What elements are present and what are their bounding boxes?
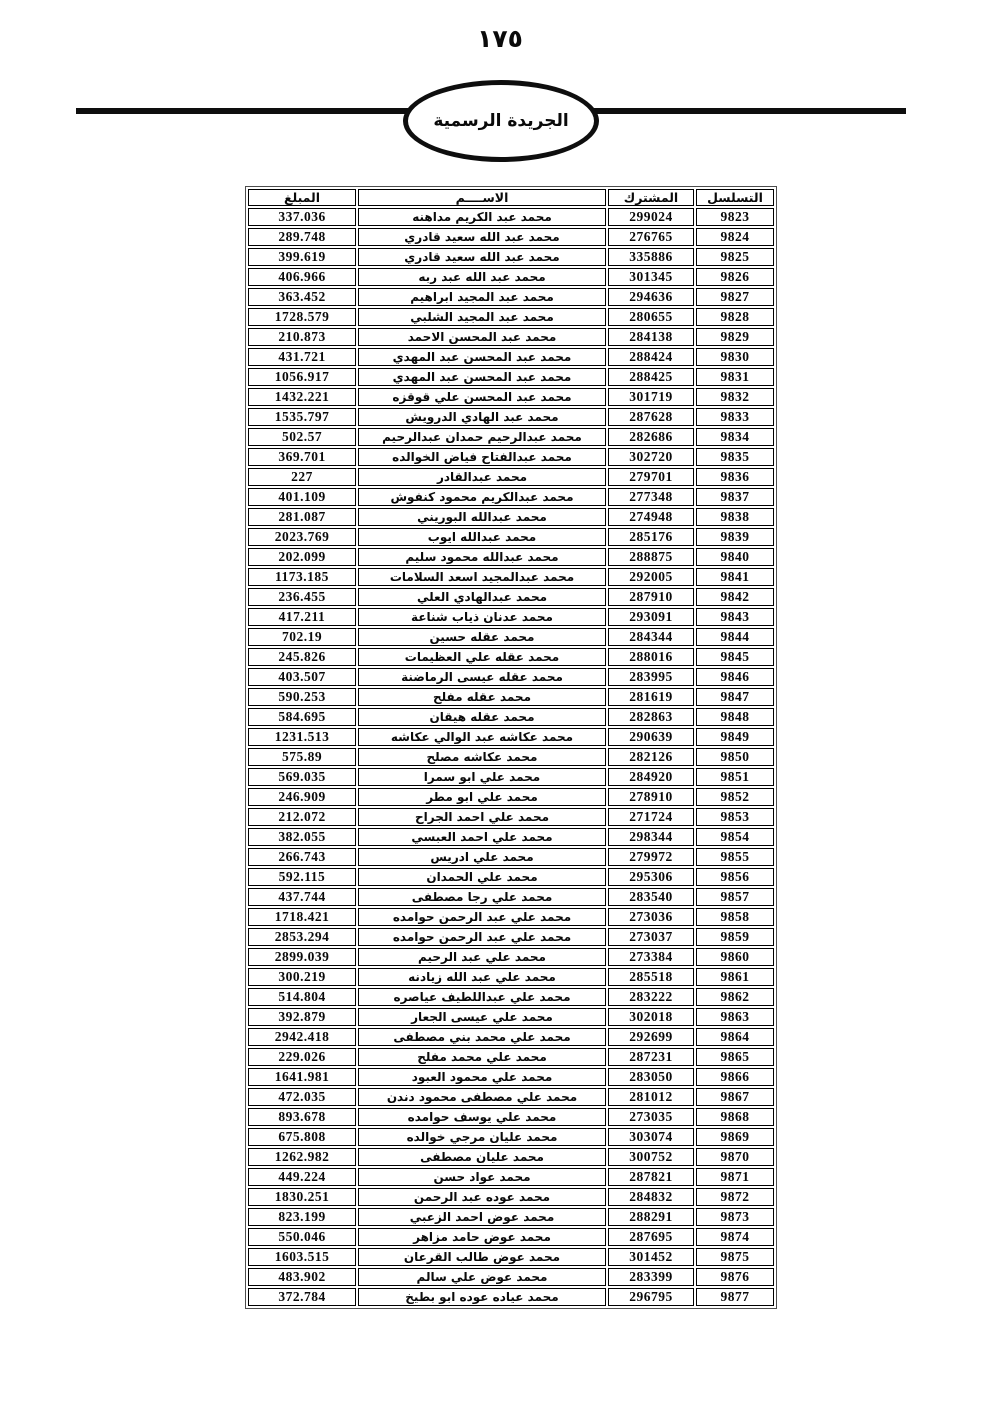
header-amount: المبلغ <box>248 189 356 206</box>
table-row <box>248 468 774 486</box>
subscriber-cell: 279701 <box>608 468 694 486</box>
name-cell: محمد عياده عوده ابو بطيخ <box>358 1288 606 1306</box>
serial-cell: 9866 <box>696 1068 774 1086</box>
amount-cell: 281.087 <box>248 508 356 526</box>
serial-cell: 9825 <box>696 248 774 266</box>
serial-cell: 9874 <box>696 1228 774 1246</box>
amount-cell: 246.909 <box>248 788 356 806</box>
serial-cell: 9826 <box>696 268 774 286</box>
table-row <box>248 968 774 986</box>
subscriber-cell: 287821 <box>608 1168 694 1186</box>
amount-cell: 592.115 <box>248 868 356 886</box>
name-cell: محمد عبد المحسن الاحمد <box>358 328 606 346</box>
amount-cell: 514.804 <box>248 988 356 1006</box>
name-cell: محمد عبد الله سعيد قادري <box>358 248 606 266</box>
table-row <box>248 1128 774 1146</box>
subscriber-cell: 288016 <box>608 648 694 666</box>
serial-cell: 9859 <box>696 928 774 946</box>
table-row <box>248 748 774 766</box>
table-row <box>248 1288 774 1306</box>
name-cell: محمد عبد المحسن عبد المهدي <box>358 348 606 366</box>
serial-cell: 9844 <box>696 628 774 646</box>
subscriber-cell: 281619 <box>608 688 694 706</box>
table-row <box>248 368 774 386</box>
header-subscriber: المشترك <box>608 189 694 206</box>
amount-cell: 449.224 <box>248 1168 356 1186</box>
table-row <box>248 948 774 966</box>
serial-cell: 9871 <box>696 1168 774 1186</box>
subscriber-cell: 295306 <box>608 868 694 886</box>
serial-cell: 9847 <box>696 688 774 706</box>
subscriber-cell: 302018 <box>608 1008 694 1026</box>
name-cell: محمد عليان مصطفى <box>358 1148 606 1166</box>
table-row <box>248 208 774 226</box>
subscriber-cell: 284344 <box>608 628 694 646</box>
table-row <box>248 428 774 446</box>
amount-cell: 1728.579 <box>248 308 356 326</box>
name-cell: محمد علي ابو مطر <box>358 788 606 806</box>
subscriber-cell: 288291 <box>608 1208 694 1226</box>
serial-cell: 9851 <box>696 768 774 786</box>
table-row <box>248 308 774 326</box>
subscriber-cell: 287910 <box>608 588 694 606</box>
table-row <box>248 808 774 826</box>
amount-cell: 1432.221 <box>248 388 356 406</box>
serial-cell: 9855 <box>696 848 774 866</box>
amount-cell: 289.748 <box>248 228 356 246</box>
subscribers-table-wrap <box>245 186 777 1309</box>
table-row <box>248 1068 774 1086</box>
serial-cell: 9833 <box>696 408 774 426</box>
table-row <box>248 508 774 526</box>
table-row <box>248 228 774 246</box>
subscriber-cell: 301452 <box>608 1248 694 1266</box>
table-row <box>248 288 774 306</box>
table-row <box>248 448 774 466</box>
serial-cell: 9853 <box>696 808 774 826</box>
name-cell: محمد عوض احمد الزعبي <box>358 1208 606 1226</box>
name-cell: محمد علي عبد الرحمن حوامده <box>358 908 606 926</box>
name-cell: محمد عبدالرحيم حمدان عبدالرحيم <box>358 428 606 446</box>
name-cell: محمد عكاشه مصلح <box>358 748 606 766</box>
amount-cell: 550.046 <box>248 1228 356 1246</box>
subscriber-cell: 292699 <box>608 1028 694 1046</box>
serial-cell: 9839 <box>696 528 774 546</box>
serial-cell: 9843 <box>696 608 774 626</box>
amount-cell: 202.099 <box>248 548 356 566</box>
table-row <box>248 788 774 806</box>
subscriber-cell: 284832 <box>608 1188 694 1206</box>
subscriber-cell: 283050 <box>608 1068 694 1086</box>
amount-cell: 382.055 <box>248 828 356 846</box>
subscriber-cell: 287231 <box>608 1048 694 1066</box>
table-header-row <box>248 189 774 206</box>
name-cell: محمد علي مصطفى محمود دندن <box>358 1088 606 1106</box>
subscriber-cell: 303074 <box>608 1128 694 1146</box>
header-serial: التسلسل <box>696 189 774 206</box>
serial-cell: 9875 <box>696 1248 774 1266</box>
serial-cell: 9860 <box>696 948 774 966</box>
subscriber-cell: 296795 <box>608 1288 694 1306</box>
subscriber-cell: 284920 <box>608 768 694 786</box>
table-body <box>248 208 774 1306</box>
amount-cell: 266.743 <box>248 848 356 866</box>
subscriber-cell: 292005 <box>608 568 694 586</box>
amount-cell: 2942.418 <box>248 1028 356 1046</box>
name-cell: محمد علي ابو سمرا <box>358 768 606 786</box>
subscriber-cell: 288424 <box>608 348 694 366</box>
table-row <box>248 1048 774 1066</box>
subscriber-cell: 283995 <box>608 668 694 686</box>
serial-cell: 9842 <box>696 588 774 606</box>
subscriber-cell: 287628 <box>608 408 694 426</box>
serial-cell: 9827 <box>696 288 774 306</box>
serial-cell: 9854 <box>696 828 774 846</box>
name-cell: محمد علي محمد مفلح <box>358 1048 606 1066</box>
subscriber-cell: 282126 <box>608 748 694 766</box>
amount-cell: 569.035 <box>248 768 356 786</box>
subscriber-cell: 285518 <box>608 968 694 986</box>
serial-cell: 9870 <box>696 1148 774 1166</box>
amount-cell: 1173.185 <box>248 568 356 586</box>
serial-cell: 9852 <box>696 788 774 806</box>
amount-cell: 437.744 <box>248 888 356 906</box>
table-row <box>248 928 774 946</box>
table-row <box>248 648 774 666</box>
amount-cell: 2899.039 <box>248 948 356 966</box>
name-cell: محمد عدنان ذياب شناعة <box>358 608 606 626</box>
subscriber-cell: 282863 <box>608 708 694 726</box>
subscriber-cell: 283399 <box>608 1268 694 1286</box>
amount-cell: 401.109 <box>248 488 356 506</box>
name-cell: محمد علي الحمدان <box>358 868 606 886</box>
serial-cell: 9864 <box>696 1028 774 1046</box>
amount-cell: 1231.513 <box>248 728 356 746</box>
amount-cell: 1830.251 <box>248 1188 356 1206</box>
subscriber-cell: 288875 <box>608 548 694 566</box>
header-name: الاســــم <box>358 189 606 206</box>
amount-cell: 483.902 <box>248 1268 356 1286</box>
subscriber-cell: 273384 <box>608 948 694 966</box>
name-cell: محمد عبد الهادي الدرويش <box>358 408 606 426</box>
subscribers-table <box>245 186 777 1309</box>
amount-cell: 1718.421 <box>248 908 356 926</box>
name-cell: محمد عقله مفلح <box>358 688 606 706</box>
table-row <box>248 328 774 346</box>
subscriber-cell: 294636 <box>608 288 694 306</box>
subscriber-cell: 271724 <box>608 808 694 826</box>
name-cell: محمد علي عيسى الجعار <box>358 1008 606 1026</box>
subscriber-cell: 273037 <box>608 928 694 946</box>
serial-cell: 9831 <box>696 368 774 386</box>
table-row <box>248 908 774 926</box>
table-row <box>248 1148 774 1166</box>
table-row <box>248 268 774 286</box>
table-row <box>248 708 774 726</box>
table-row <box>248 828 774 846</box>
amount-cell: 1262.982 <box>248 1148 356 1166</box>
serial-cell: 9858 <box>696 908 774 926</box>
subscriber-cell: 277348 <box>608 488 694 506</box>
subscriber-cell: 274948 <box>608 508 694 526</box>
serial-cell: 9828 <box>696 308 774 326</box>
subscriber-cell: 288425 <box>608 368 694 386</box>
amount-cell: 392.879 <box>248 1008 356 1026</box>
subscriber-cell: 285176 <box>608 528 694 546</box>
name-cell: محمد علي يوسف حوامده <box>358 1108 606 1126</box>
serial-cell: 9834 <box>696 428 774 446</box>
serial-cell: 9835 <box>696 448 774 466</box>
table-row <box>248 888 774 906</box>
serial-cell: 9856 <box>696 868 774 886</box>
table-row <box>248 668 774 686</box>
amount-cell: 245.826 <box>248 648 356 666</box>
table-row <box>248 388 774 406</box>
name-cell: محمد عقله حسين <box>358 628 606 646</box>
name-cell: محمد عواد حسن <box>358 1168 606 1186</box>
subscriber-cell: 276765 <box>608 228 694 246</box>
table-row <box>248 408 774 426</box>
amount-cell: 300.219 <box>248 968 356 986</box>
serial-cell: 9838 <box>696 508 774 526</box>
subscriber-cell: 273036 <box>608 908 694 926</box>
serial-cell: 9830 <box>696 348 774 366</box>
name-cell: محمد علي عبد الرحيم <box>358 948 606 966</box>
amount-cell: 1056.917 <box>248 368 356 386</box>
amount-cell: 372.784 <box>248 1288 356 1306</box>
table-row <box>248 1228 774 1246</box>
name-cell: محمد عبدالله محمود سليم <box>358 548 606 566</box>
name-cell: محمد علي احمد العبسي <box>358 828 606 846</box>
amount-cell: 227 <box>248 468 356 486</box>
subscriber-cell: 335886 <box>608 248 694 266</box>
subscriber-cell: 301719 <box>608 388 694 406</box>
name-cell: محمد عوض حامد مزاهر <box>358 1228 606 1246</box>
table-row <box>248 348 774 366</box>
amount-cell: 406.966 <box>248 268 356 286</box>
amount-cell: 1641.981 <box>248 1068 356 1086</box>
subscriber-cell: 293091 <box>608 608 694 626</box>
name-cell: محمد عبدالقادر <box>358 468 606 486</box>
serial-cell: 9840 <box>696 548 774 566</box>
name-cell: محمد علي عبد الله زيادنه <box>358 968 606 986</box>
serial-cell: 9869 <box>696 1128 774 1146</box>
amount-cell: 403.507 <box>248 668 356 686</box>
subscriber-cell: 283540 <box>608 888 694 906</box>
subscriber-cell: 287695 <box>608 1228 694 1246</box>
name-cell: محمد عقله عيسى الرماضنة <box>358 668 606 686</box>
amount-cell: 472.035 <box>248 1088 356 1106</box>
name-cell: محمد عبد المجيد ابراهيم <box>358 288 606 306</box>
subscriber-cell: 279972 <box>608 848 694 866</box>
gazette-banner-title: الجريدة الرسمية <box>433 111 569 131</box>
name-cell: محمد عكاشه عبد الوالي عكاشه <box>358 728 606 746</box>
table-row <box>248 608 774 626</box>
serial-cell: 9850 <box>696 748 774 766</box>
amount-cell: 229.026 <box>248 1048 356 1066</box>
name-cell: محمد عبد الله سعيد قادري <box>358 228 606 246</box>
amount-cell: 823.199 <box>248 1208 356 1226</box>
name-cell: محمد علي عبداللطيف عياصره <box>358 988 606 1006</box>
name-cell: محمد عوض طالب القرعان <box>358 1248 606 1266</box>
table-row <box>248 768 774 786</box>
amount-cell: 337.036 <box>248 208 356 226</box>
serial-cell: 9865 <box>696 1048 774 1066</box>
amount-cell: 417.211 <box>248 608 356 626</box>
subscriber-cell: 284138 <box>608 328 694 346</box>
amount-cell: 702.19 <box>248 628 356 646</box>
name-cell: محمد عبد المحسن علي قوقزه <box>358 388 606 406</box>
gazette-banner-oval <box>403 80 599 162</box>
serial-cell: 9845 <box>696 648 774 666</box>
amount-cell: 584.695 <box>248 708 356 726</box>
name-cell: محمد علي ادريس <box>358 848 606 866</box>
amount-cell: 590.253 <box>248 688 356 706</box>
serial-cell: 9841 <box>696 568 774 586</box>
name-cell: محمد عبدالفتاح فياض الخوالده <box>358 448 606 466</box>
serial-cell: 9848 <box>696 708 774 726</box>
subscriber-cell: 273035 <box>608 1108 694 1126</box>
name-cell: محمد علي عبد الرحمن حوامده <box>358 928 606 946</box>
serial-cell: 9872 <box>696 1188 774 1206</box>
table-row <box>248 1188 774 1206</box>
serial-cell: 9863 <box>696 1008 774 1026</box>
name-cell: محمد علي محمود العبود <box>358 1068 606 1086</box>
table-row <box>248 548 774 566</box>
serial-cell: 9857 <box>696 888 774 906</box>
subscriber-cell: 278910 <box>608 788 694 806</box>
table-row <box>248 1108 774 1126</box>
serial-cell: 9823 <box>696 208 774 226</box>
table-row <box>248 1168 774 1186</box>
table-row <box>248 488 774 506</box>
name-cell: محمد عبدالمجيد اسعد السلامات <box>358 568 606 586</box>
table-row <box>248 1268 774 1286</box>
subscriber-cell: 281012 <box>608 1088 694 1106</box>
amount-cell: 210.873 <box>248 328 356 346</box>
table-row <box>248 588 774 606</box>
subscriber-cell: 282686 <box>608 428 694 446</box>
subscriber-cell: 283222 <box>608 988 694 1006</box>
amount-cell: 1535.797 <box>248 408 356 426</box>
table-row <box>248 988 774 1006</box>
name-cell: محمد علي محمد بني مصطفى <box>358 1028 606 1046</box>
amount-cell: 2853.294 <box>248 928 356 946</box>
name-cell: محمد عبد الله عبد ربه <box>358 268 606 286</box>
amount-cell: 369.701 <box>248 448 356 466</box>
serial-cell: 9846 <box>696 668 774 686</box>
subscriber-cell: 300752 <box>608 1148 694 1166</box>
table-row <box>248 1248 774 1266</box>
table-row <box>248 568 774 586</box>
name-cell: محمد عقله علي العظيمات <box>358 648 606 666</box>
serial-cell: 9873 <box>696 1208 774 1226</box>
serial-cell: 9876 <box>696 1268 774 1286</box>
subscriber-cell: 302720 <box>608 448 694 466</box>
amount-cell: 236.455 <box>248 588 356 606</box>
serial-cell: 9867 <box>696 1088 774 1106</box>
name-cell: محمد عبدالكريم محمود كنفوش <box>358 488 606 506</box>
amount-cell: 1603.515 <box>248 1248 356 1266</box>
name-cell: محمد عبد الكريم مداهنه <box>358 208 606 226</box>
serial-cell: 9824 <box>696 228 774 246</box>
name-cell: محمد عوده عبد الرحمن <box>358 1188 606 1206</box>
table-row <box>248 248 774 266</box>
serial-cell: 9862 <box>696 988 774 1006</box>
table-row <box>248 848 774 866</box>
serial-cell: 9849 <box>696 728 774 746</box>
subscriber-cell: 298344 <box>608 828 694 846</box>
serial-cell: 9836 <box>696 468 774 486</box>
table-row <box>248 528 774 546</box>
serial-cell: 9861 <box>696 968 774 986</box>
subscriber-cell: 301345 <box>608 268 694 286</box>
table-row <box>248 728 774 746</box>
serial-cell: 9877 <box>696 1288 774 1306</box>
name-cell: محمد علي احمد الجراح <box>358 808 606 826</box>
amount-cell: 2023.769 <box>248 528 356 546</box>
name-cell: محمد عقله هيقان <box>358 708 606 726</box>
table-row <box>248 1008 774 1026</box>
subscriber-cell: 299024 <box>608 208 694 226</box>
serial-cell: 9868 <box>696 1108 774 1126</box>
table-row <box>248 688 774 706</box>
subscriber-cell: 280655 <box>608 308 694 326</box>
amount-cell: 363.452 <box>248 288 356 306</box>
page-number: ١٧٥ <box>477 24 523 53</box>
name-cell: محمد عبدالله ايوب <box>358 528 606 546</box>
name-cell: محمد عبدالله البوريني <box>358 508 606 526</box>
name-cell: محمد علي رجا مصطفى <box>358 888 606 906</box>
serial-cell: 9837 <box>696 488 774 506</box>
table-row <box>248 1028 774 1046</box>
table-row <box>248 1088 774 1106</box>
table-row <box>248 868 774 886</box>
name-cell: محمد عبد المحسن عبد المهدي <box>358 368 606 386</box>
amount-cell: 502.57 <box>248 428 356 446</box>
amount-cell: 431.721 <box>248 348 356 366</box>
serial-cell: 9832 <box>696 388 774 406</box>
name-cell: محمد عوض علي سالم <box>358 1268 606 1286</box>
table-row <box>248 628 774 646</box>
table-row <box>248 1208 774 1226</box>
name-cell: محمد عبد المجيد الشلبي <box>358 308 606 326</box>
amount-cell: 399.619 <box>248 248 356 266</box>
subscriber-cell: 290639 <box>608 728 694 746</box>
name-cell: محمد عليان مرجي خوالده <box>358 1128 606 1146</box>
serial-cell: 9829 <box>696 328 774 346</box>
amount-cell: 893.678 <box>248 1108 356 1126</box>
amount-cell: 675.808 <box>248 1128 356 1146</box>
name-cell: محمد عبدالهادي العلي <box>358 588 606 606</box>
amount-cell: 212.072 <box>248 808 356 826</box>
amount-cell: 575.89 <box>248 748 356 766</box>
